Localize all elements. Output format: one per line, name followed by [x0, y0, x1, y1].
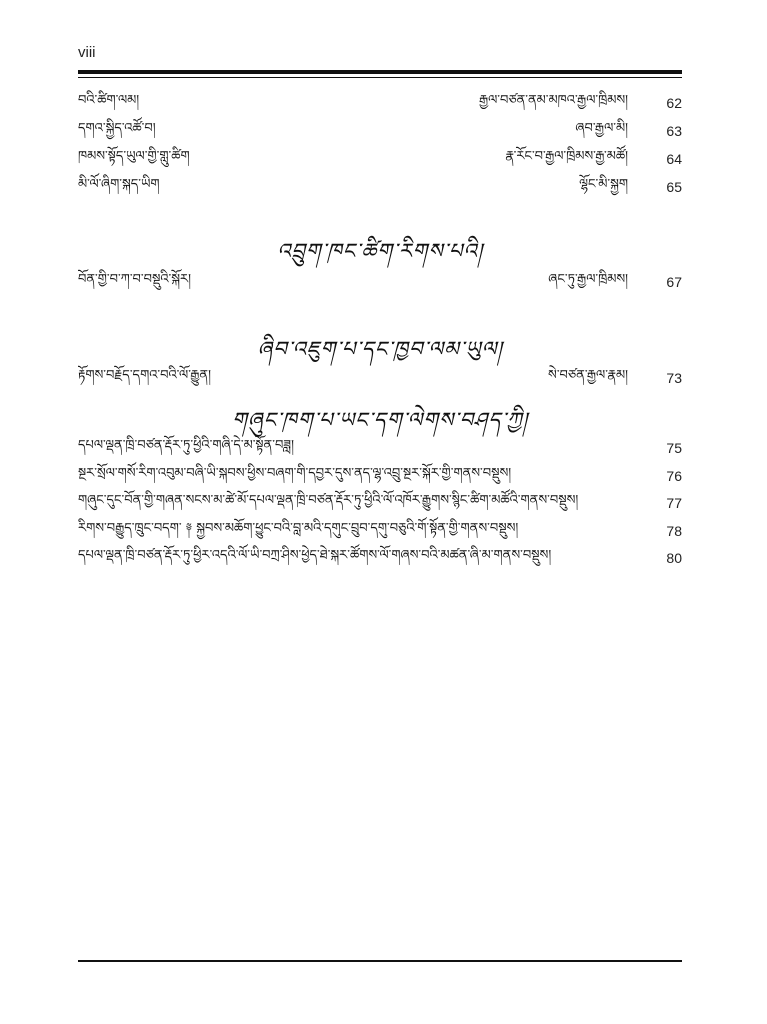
toc-page-number: 64 [666, 151, 682, 167]
toc-title: མི་ལོ་ཞིག་སྐད་ཡིག [78, 176, 160, 192]
toc-author: སེ་བཙན་རྒྱལ་རྣམ། [548, 367, 628, 383]
header-rule-thin [78, 77, 682, 78]
toc-title: རྟོགས་བརྗོད་དགའ་བའི་ལོ་རྒྱུན། [78, 367, 211, 383]
toc-title: བོན་གྱི་བ་ཀ་བ་བསྡུའི་སྐོར། [78, 271, 192, 287]
toc-page-number: 75 [666, 440, 682, 456]
toc-author: རྒྱལ་བཙན་ནམ་མཁའ་རྒྱལ་ཁྲིམས། [478, 92, 628, 108]
footer-rule [78, 960, 682, 962]
toc-author: ཞང་ཏུ་རྒྱལ་ཁྲིམས། [548, 271, 628, 287]
toc-row[interactable] [78, 270, 682, 294]
toc-page-number: 63 [666, 123, 682, 139]
section-heading: འབྲུག་ཁང་ཚིག་རིགས་པའི། [276, 239, 484, 263]
section-heading: གཞུང་ཁག་པ་ཡང་དག་ལེགས་བཤད་ཀྱི། [231, 408, 529, 432]
toc-title: ཁམས་སྟོད་ཡུལ་གྱི་གླུ་ཚིག [78, 148, 190, 164]
header-rule-thick [78, 70, 682, 74]
toc-page-number: 62 [666, 95, 682, 111]
toc-title: གཞུང་དུང་བོན་གྱི་གཞན་སངས་མ་ཚེ་མོ་དཔལ་ལྡན་ཁྲི་བཙན་རྡོར་ཏུ་ཕྱིའི་ལོ་འཁོར་རྒྱུགས་སྙིང་ཚིག་མཚོའི་གནས་བསྡུས། [78, 492, 579, 508]
toc-row[interactable] [78, 147, 682, 171]
section-heading: ཞིབ་འཇུག་པ་དང་ཁྱབ་ལམ་ཡུལ། [257, 337, 503, 361]
toc-row[interactable] [78, 436, 682, 460]
toc-title: དགའ་སྐྱིད་འཚོ་བ། [78, 120, 156, 136]
toc-row[interactable] [78, 366, 682, 390]
toc-author: ལྷོང་མི་སྐྱག [579, 176, 628, 192]
toc-page-number: 67 [666, 274, 682, 290]
toc-author: ཞབ་རྒྱལ་མི། [575, 120, 628, 136]
toc-row[interactable] [78, 491, 682, 515]
toc-title: རིགས་བརྒྱུད་ཁྲུང་བདག་ ༈ སྐྱབས་མཆོག་ཕྱུང་བའི་བླ་མའི་དགུང་བྲུབ་དགུ་བཅུའི་གོ་སྟོན་གྱི་གནས་བསྡུས། [78, 520, 519, 536]
toc-title: སྔར་སྲོལ་གསོ་རིག་འབུམ་བཞི་ཡི་སྐབས་ཕྱིས་བཞག་གི་དབྱར་དུས་ནད་ལྷ་འབྲུ་སྔར་སྐོར་གྱི་གནས་བསྡུས། [78, 465, 512, 481]
toc-page-number: 77 [666, 495, 682, 511]
toc-page-number: 65 [666, 179, 682, 195]
toc-row[interactable] [78, 119, 682, 143]
toc-page-number: 76 [666, 468, 682, 484]
toc-title: དཔལ་ལྡན་ཁྲི་བཙན་རྡོར་ཏུ་ཕྱིའི་གཞི་དེ་མ་སྟོན་བཟླ། [78, 437, 294, 453]
page-number: viii [78, 44, 96, 61]
toc-title: བའི་ཚིག་ལམ། [78, 92, 140, 108]
toc-author: རྣ་རོང་བ་རྒྱལ་ཁྲིམས་རྒྱ་མཚོ། [505, 148, 628, 164]
toc-row[interactable] [78, 91, 682, 115]
toc-title: དཔལ་ལྡན་ཁྲི་བཙན་རྡོར་ཏུ་ཕྱིར་འདའི་ལོ་ཡི་བཀྲ་ཤིས་ཕྱེད་ཐེ་སྐར་ཚོགས་ལོ་གཞས་བའི་མཚན་ཞི་མ་གནས་བསྡུས། [78, 547, 552, 563]
toc-page-number: 78 [666, 523, 682, 539]
toc-page-number: 73 [666, 370, 682, 386]
toc-row[interactable] [78, 546, 682, 570]
toc-page-number: 80 [666, 550, 682, 566]
toc-row[interactable] [78, 175, 682, 199]
